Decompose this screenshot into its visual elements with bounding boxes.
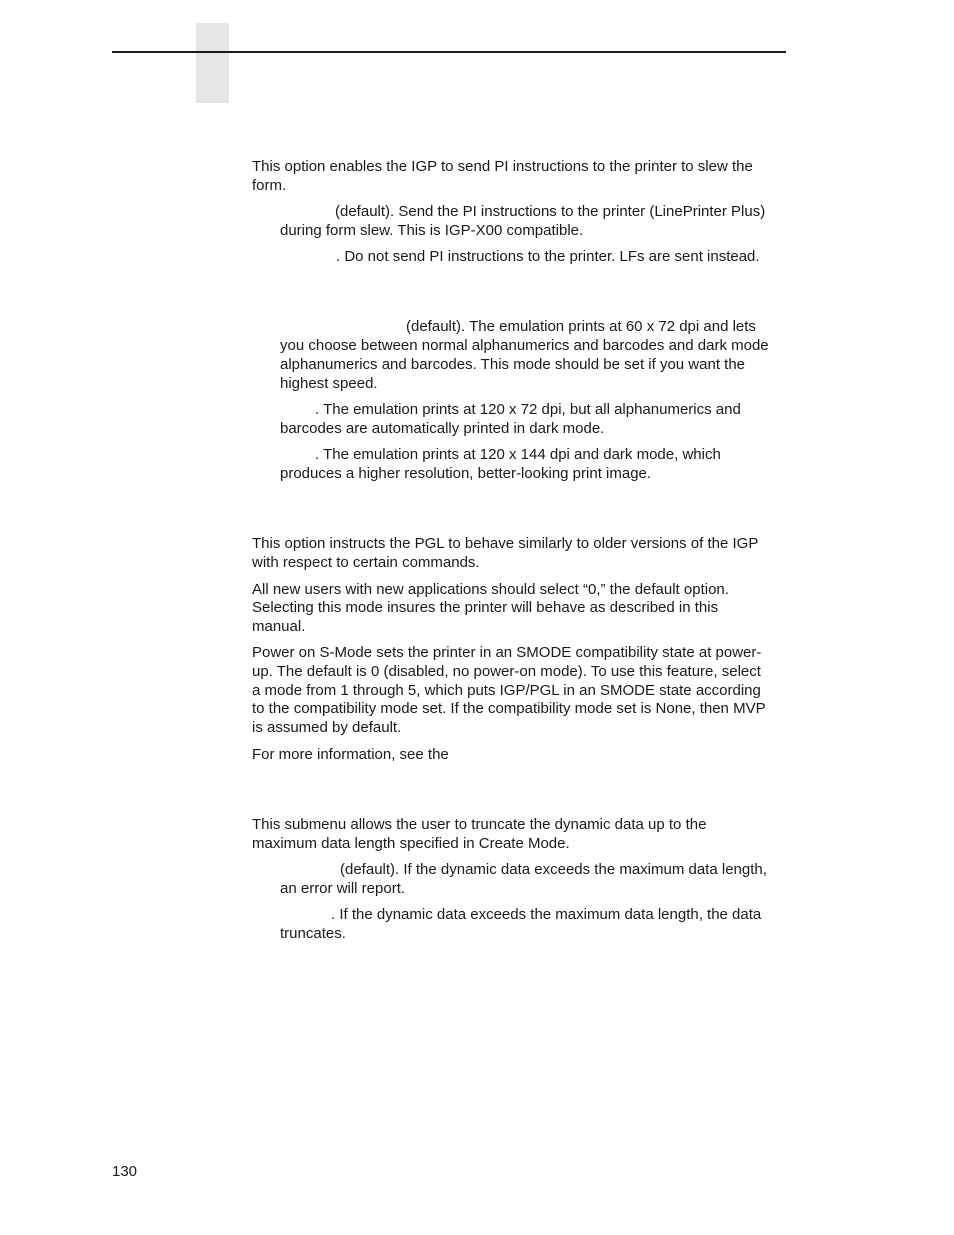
chapter-tab-marker	[196, 23, 229, 103]
pi-slew-intro-line1: This option enables the IGP to send PI instructions to the printer to slew the	[252, 158, 753, 175]
compat-p1-line2: with respect to certain commands.	[252, 554, 480, 571]
quality-fast-line1: (default). The emulation prints at 60 x 72 dpi and lets	[406, 318, 756, 335]
truncate-intro-line2: maximum data length specified in Create Mode.	[252, 835, 570, 852]
compat-p3-line2: up. The default is 0 (disabled, no power-on mode). To use this feature, select	[252, 663, 761, 680]
compat-p2-line3: manual.	[252, 618, 306, 635]
quality-fast-line3: alphanumerics and barcodes. This mode should be set if you want the	[280, 356, 745, 373]
page-number: 130	[112, 1163, 138, 1180]
compat-p3-line3: a mode from 1 through 5, which puts IGP/PGL in an SMODE state according	[252, 682, 761, 699]
pi-slew-intro-line2: form.	[252, 177, 287, 194]
quality-dark-line1: . The emulation prints at 120 x 72 dpi, but all alphanumerics and	[315, 401, 741, 418]
quality-dark-line2: barcodes are automatically printed in dark mode.	[280, 420, 605, 437]
quality-best-line1: . The emulation prints at 120 x 144 dpi and dark mode, which	[315, 446, 721, 463]
truncate-disable-line2: an error will report.	[280, 880, 406, 897]
compat-p1-line1: This option instructs the PGL to behave similarly to older versions of the IGP	[252, 535, 759, 552]
header-rule	[112, 51, 786, 53]
compat-p4-line1: For more information, see the	[252, 746, 449, 763]
quality-fast-line2: you choose between normal alphanumerics and barcodes and dark mode	[280, 337, 769, 354]
compat-p3-line5: is assumed by default.	[252, 719, 402, 736]
quality-best-line2: produces a higher resolution, better-looking print image.	[280, 465, 652, 482]
pi-slew-enable-line2: during form slew. This is IGP-X00 compatible.	[280, 222, 584, 239]
truncate-disable-line1: (default). If the dynamic data exceeds the maximum data length,	[340, 861, 767, 878]
pi-slew-enable-line1: (default). Send the PI instructions to the printer (LinePrinter Plus)	[335, 203, 766, 220]
truncate-intro-line1: This submenu allows the user to truncate the dynamic data up to the	[252, 816, 707, 833]
compat-p3-line4: to the compatibility mode set. If the compatibility mode set is None, then MVP	[252, 700, 766, 717]
compat-p2-line1: All new users with new applications should select “0,” the default option.	[252, 581, 729, 598]
compat-p3-line1: Power on S-Mode sets the printer in an SMODE compatibility state at power-	[252, 644, 762, 661]
truncate-enable-line1: . If the dynamic data exceeds the maximum data length, the data	[331, 906, 762, 923]
compat-p2-line2: Selecting this mode insures the printer will behave as described in this	[252, 599, 719, 616]
quality-fast-line4: highest speed.	[280, 375, 378, 392]
truncate-enable-line2: truncates.	[280, 925, 346, 942]
pi-slew-disable-line1: . Do not send PI instructions to the printer. LFs are sent instead.	[336, 248, 760, 265]
